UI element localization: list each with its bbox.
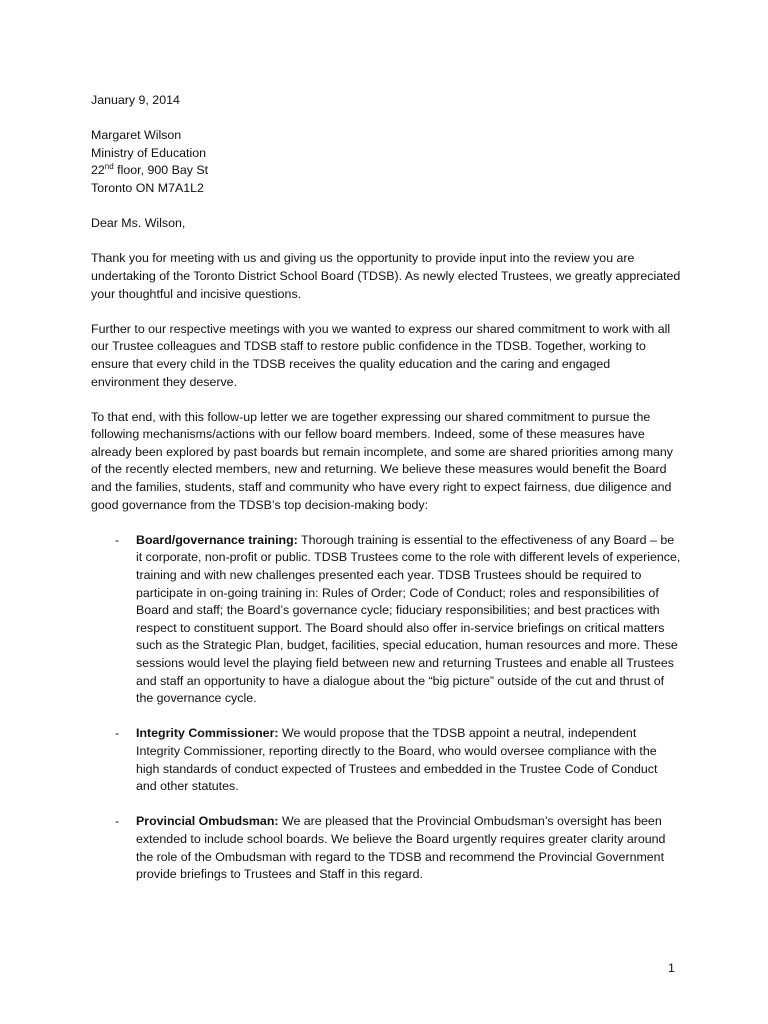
salutation: Dear Ms. Wilson,: [91, 216, 186, 231]
list-item: [91, 813, 681, 883]
body-paragraph: Further to our respective meetings with you we wanted to express our shared commitment to work with all our Trustee colleagues and TDSB staff to restore public confidence in the TDSB. Together, working to ensure that every child in the TDSB receives the quality education and the caring and engaged environment they deserve.: [91, 321, 671, 389]
list-bullet: -: [115, 814, 120, 829]
item-text: We are pleased that the Provincial Ombudsman’s oversight has been extended to include school boards. We believe the Board urgently requires greater clarity around the role of the Ombudsman with regard to the TDSB and recommend the Provincial Government provide briefings to Trustees and Staff in this regard.: [136, 814, 666, 882]
body-paragraph: To that end, with this follow-up letter we are together expressing our shared commitment to pursue the following mechanisms/actions with our fellow board members. Indeed, some of these measures have already been explored by past boards but remain incomplete, and some are shared priorities among many of the recently elected members, new and returning. We believe these measures would benefit the Board and the families, students, staff and community who have every right to expect fairness, due diligence and good governance from the TDSB’s top decision-making body:: [91, 409, 673, 512]
list-bullet: -: [115, 726, 120, 741]
floor-suffix: nd: [104, 162, 114, 172]
list-item: [91, 532, 681, 708]
floor-number: 22: [91, 163, 105, 178]
recipient-name: Margaret Wilson: [91, 128, 182, 143]
item-heading: Provincial Ombudsman:: [136, 814, 279, 829]
letter-page: [91, 92, 681, 901]
letter-date: January 9, 2014: [91, 93, 180, 107]
list-item: [91, 725, 681, 795]
recipient-city: Toronto ON M7A1L2: [91, 180, 204, 195]
street-address: floor, 900 Bay St: [113, 163, 209, 178]
recipient-organization: Ministry of Education: [91, 145, 207, 160]
page-number: 1: [668, 961, 675, 975]
recipient-street: [91, 162, 681, 180]
body-paragraph: Thank you for meeting with us and giving us the opportunity to provide input into the review you are undertaking of the Toronto District School Board (TDSB). As newly elected Trustees, we greatly appreciated your thoughtful and incisive questions.: [91, 251, 681, 301]
item-text: Thorough training is essential to the effectiveness of any Board – be it corporate, non-profit or public. TDSB Trustees come to the role with different levels of experience, training and with new challenges presented each year. TDSB Trustees should be required to participate in on-going training in: Rules of Order; Code of Conduct; roles and responsibilities of Board and staff; the Board’s governance cycle; fiduciary responsibilities; and best practices with respect to constituent support. The Board should also offer in-service briefings on critical matters such as the Strategic Plan, budget, facilities, special education, human resources and more. These sessions would level the playing field between new and returning Trustees and enable all Trustees and staff an opportunity to have a dialogue about the “big picture” outside of the cut and thrust of the governance cycle.: [136, 532, 681, 706]
item-heading: Board/governance training:: [136, 532, 298, 547]
measures-list: [91, 532, 681, 884]
list-bullet: -: [115, 532, 120, 547]
item-text: We would propose that the TDSB appoint a neutral, independent Integrity Commissioner, reporting directly to the Board, who would oversee compliance with the high standards of conduct expected of Trustees and embedded in the Trustee Code of Conduct and other statutes.: [136, 726, 658, 794]
item-heading: Integrity Commissioner:: [136, 726, 279, 741]
recipient-address: [91, 127, 681, 197]
